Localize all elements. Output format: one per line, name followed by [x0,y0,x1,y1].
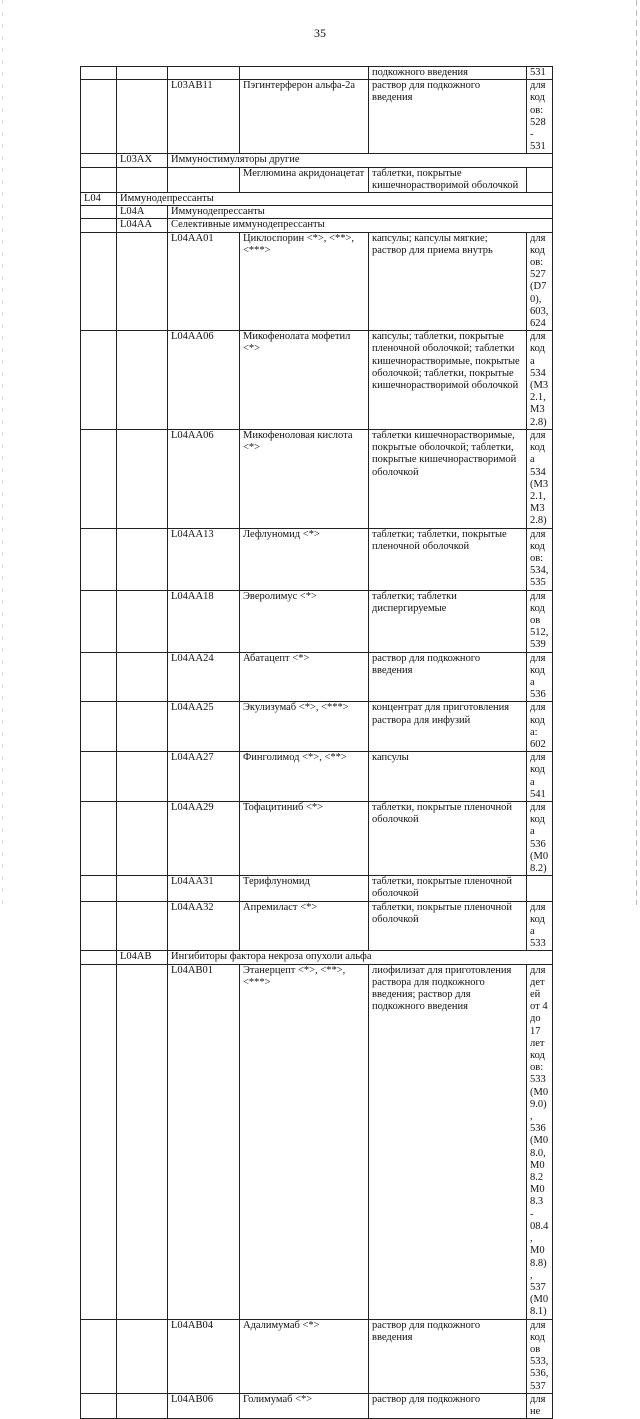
dosage-forms: таблетки; таблетки, покрытые пленочной оболочкой [369,528,527,590]
group-title: Иммунодепрессанты [117,193,553,206]
atc-code-l1 [81,590,117,652]
drug-name: Экулизумаб <*>, <***> [240,702,369,752]
dosage-forms: концентрат для приготовления раствора для инфузий [369,702,527,752]
table-body [81,67,553,1419]
atc-code-l2 [117,67,168,80]
atc-code: L04AA01 [168,232,240,331]
drug-name: Эверолимус <*> [240,590,369,652]
atc-code-l2: L03AX [117,154,168,167]
drug-name: Терифлуномид [240,876,369,901]
atc-code: L04AB01 [168,964,240,1319]
atc-code: L04AA27 [168,752,240,802]
atc-code-l1 [81,752,117,802]
table-row [81,206,553,219]
table-row [81,1393,553,1418]
notes: для кода 534 (M32.1, M32.8) [527,429,553,528]
atc-code-l1 [81,154,117,167]
atc-code-l2 [117,876,168,901]
table-row [81,528,553,590]
dosage-forms: капсулы; капсулы мягкие; раствор для приема внутрь [369,232,527,331]
atc-code-l1 [81,801,117,875]
atc-code-l2 [117,232,168,331]
atc-code-l2 [117,167,168,192]
dosage-forms: таблетки кишечнорастворимые, покрытые оболочкой; таблетки, покрытые кишечнорастворимой оболочкой [369,429,527,528]
atc-code-l2 [117,901,168,951]
drug-name: Апремиласт <*> [240,901,369,951]
atc-code: L04AA06 [168,429,240,528]
atc-code-l2: L04A [117,206,168,219]
drug-name: Микофенолата мофетил <*> [240,331,369,430]
drug-name [240,67,369,80]
table-row [81,232,553,331]
dosage-forms: раствор для подкожного введения [369,652,527,702]
atc-code: L03AB11 [168,80,240,154]
drug-name: Циклоспорин <*>, <**>, <***> [240,232,369,331]
table-row [81,876,553,901]
drug-name: Микофеноловая кислота <*> [240,429,369,528]
atc-code-l1: L04 [81,193,117,206]
group-title: Селективные иммунодепрессанты [168,219,553,232]
atc-code-l1 [81,67,117,80]
atc-code: L04AA25 [168,702,240,752]
dosage-forms: капсулы [369,752,527,802]
notes [527,876,553,901]
atc-code-l2 [117,702,168,752]
notes: для кода 533 [527,901,553,951]
atc-code: L04AB06 [168,1393,240,1418]
dosage-forms: раствор для подкожного [369,1393,527,1418]
atc-code: L04AA31 [168,876,240,901]
table-row [81,167,553,192]
table-row [81,702,553,752]
scan-edge-right [636,0,637,905]
notes: для кодов: 527 (D70), 603, 624 [527,232,553,331]
atc-code-l1 [81,206,117,219]
atc-code: L04AA06 [168,331,240,430]
notes: для кода 536 (M08.2) [527,801,553,875]
atc-code-l1 [81,876,117,901]
table-row [81,429,553,528]
notes: для кодов: 534, 535 [527,528,553,590]
atc-code-l1 [81,702,117,752]
group-title: Иммунодепрессанты [168,206,553,219]
notes: для детей от 4 до 17 лет кодов: 533 (M09.0), 536 (M08.0, M08.2 M08.3 - 08.4, M08.8), 537 (M08.1) [527,964,553,1319]
dosage-forms: таблетки, покрытые пленочной оболочкой [369,801,527,875]
atc-code-l1 [81,1319,117,1393]
dosage-forms: лиофилизат для приготовления раствора для подкожного введения; раствор для подкожного введения [369,964,527,1319]
drug-name: Этанерцепт <*>, <**>, <***> [240,964,369,1319]
atc-code: L04AA13 [168,528,240,590]
atc-code-l2: L04AB [117,951,168,964]
table-row [81,154,553,167]
dosage-forms: раствор для подкожного введения [369,1319,527,1393]
atc-code-l2 [117,1319,168,1393]
atc-code-l2 [117,752,168,802]
atc-code: L04AA24 [168,652,240,702]
atc-code-l2: L04AA [117,219,168,232]
atc-code-l2 [117,801,168,875]
atc-code-l1 [81,429,117,528]
drug-name: Абатацепт <*> [240,652,369,702]
drug-name: Лефлуномид <*> [240,528,369,590]
drug-table [80,66,553,1419]
scan-edge-left [2,0,3,905]
group-title: Ингибиторы фактора некроза опухоли альфа [168,951,553,964]
atc-code-l1 [81,167,117,192]
atc-code-l2 [117,1393,168,1418]
atc-code: L04AA29 [168,801,240,875]
page-number: 35 [314,26,326,40]
notes: для кодов 533, 536, 537 [527,1319,553,1393]
atc-code-l1 [81,219,117,232]
atc-code-l1 [81,331,117,430]
atc-code-l2 [117,528,168,590]
atc-code-l2 [117,80,168,154]
notes: для кода 541 [527,752,553,802]
drug-name: Финголимод <*>, <**> [240,752,369,802]
table-row [81,193,553,206]
table-row [81,951,553,964]
dosage-forms: таблетки; таблетки диспергируемые [369,590,527,652]
atc-code-l2 [117,652,168,702]
notes: для не [527,1393,553,1418]
table-row [81,590,553,652]
group-title: Иммуностимуляторы другие [168,154,553,167]
dosage-forms: таблетки, покрытые кишечнорастворимой оболочкой [369,167,527,192]
dosage-forms: капсулы; таблетки, покрытые пленочной оболочкой; таблетки кишечнорастворимые, покрытые оболочкой; таблетки, покрытые кишечнорастворимой оболочкой [369,331,527,430]
dosage-forms: подкожного введения [369,67,527,80]
table-row [81,652,553,702]
table-row [81,80,553,154]
atc-code-l1 [81,1393,117,1418]
drug-name: Голимумаб <*> [240,1393,369,1418]
table-row [81,219,553,232]
table-row [81,964,553,1319]
notes [527,167,553,192]
drug-name: Пэгинтерферон альфа-2a [240,80,369,154]
atc-code-l2 [117,331,168,430]
table-row [81,801,553,875]
atc-code [168,167,240,192]
notes: для кодов: 528 - 531 [527,80,553,154]
drug-name: Меглюмина акридонацетат [240,167,369,192]
table-row [81,752,553,802]
atc-code: L04AA32 [168,901,240,951]
drug-name: Тофацитиниб <*> [240,801,369,875]
dosage-forms: раствор для подкожного введения [369,80,527,154]
atc-code-l1 [81,901,117,951]
table-row [81,901,553,951]
notes: для кода 534 (M32.1, M32.8) [527,331,553,430]
atc-code-l2 [117,964,168,1319]
atc-code-l1 [81,80,117,154]
atc-code: L04AA18 [168,590,240,652]
dosage-forms: таблетки, покрытые пленочной оболочкой [369,901,527,951]
atc-code: L04AB04 [168,1319,240,1393]
dosage-forms: таблетки, покрытые пленочной оболочкой [369,876,527,901]
drug-name: Адалимумаб <*> [240,1319,369,1393]
atc-code-l2 [117,429,168,528]
atc-code [168,67,240,80]
notes: для кода 536 [527,652,553,702]
notes: 531 [527,67,553,80]
atc-code-l1 [81,951,117,964]
atc-code-l1 [81,232,117,331]
notes: для кода: 602 [527,702,553,752]
table-row [81,1319,553,1393]
notes: для кодов 512, 539 [527,590,553,652]
atc-code-l1 [81,964,117,1319]
table-row [81,331,553,430]
atc-code-l2 [117,590,168,652]
atc-code-l1 [81,528,117,590]
table-row [81,67,553,80]
atc-code-l1 [81,652,117,702]
